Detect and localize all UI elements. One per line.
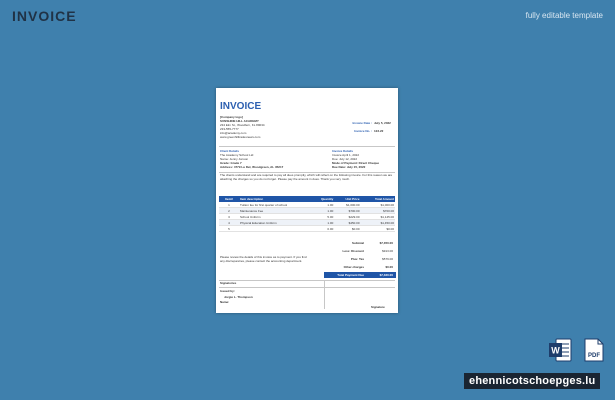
table-cell: $229.00 [334, 214, 360, 220]
col-header: Item# [219, 196, 239, 202]
table-cell: 1 [219, 202, 239, 208]
issued-by-label: Issued by: [220, 289, 235, 293]
table-cell: $1,000.00 [361, 202, 395, 208]
subtotal-label: Subtotal [352, 241, 364, 245]
table-cell: 1.00 [311, 202, 334, 208]
table-cell: School Uniform [239, 214, 311, 220]
client-line: Address: 4779 Lu Del, Woodgreen, AL 35217 [220, 165, 284, 169]
subtotal-value: $7,350.00 [379, 241, 393, 245]
invoice-date-value: July 5, 2022 [374, 121, 391, 125]
other-charges-label: Other charges [343, 265, 364, 269]
col-header: Item description [239, 196, 311, 202]
table-cell: 5 [219, 226, 239, 232]
col-header: Total Amount [361, 196, 395, 202]
table-cell: 5.00 [311, 214, 334, 220]
tax-value: $579.00 [382, 257, 393, 261]
table-cell: $700.00 [334, 208, 360, 214]
signatories-label: Signatories [220, 281, 237, 285]
table-cell: $1,000.00 [334, 202, 360, 208]
invoice-title: INVOICE [220, 101, 262, 112]
company-line: SUNSHINE HILL ACADEMY [220, 119, 259, 123]
company-logo-label: [Company logo] [220, 115, 243, 119]
discount-value: $913.00 [382, 249, 393, 253]
client-heading: Client Details [220, 149, 240, 153]
invoice-date-label: Invoice Date : [352, 121, 372, 125]
client-line: Grade: Grade 7 [220, 161, 242, 165]
table-cell: $0.00 [361, 226, 395, 232]
discount-label: Less: Discount [342, 249, 364, 253]
client-details [220, 149, 320, 169]
website-label[interactable]: ehennicotschoepges.lu [464, 373, 600, 389]
table-cell: $0.00 [334, 226, 360, 232]
issuer-name: Jorgie L. Thompson [224, 295, 253, 299]
col-header: Unit Price [334, 196, 360, 202]
table-cell: $450.00 [334, 220, 360, 226]
invoice-details-heading: Invoice Details [332, 149, 354, 153]
table-cell: 1.00 [311, 208, 334, 214]
word-icon[interactable] [548, 338, 572, 362]
page-title: INVOICE [12, 8, 77, 24]
tax-label: Plus: Tax [350, 257, 364, 261]
company-line: www.greenhilltradesnews.com [220, 135, 261, 139]
signature-label: Signature [371, 305, 385, 309]
invoice-details-line: Invoice April 1, 2022 [332, 153, 360, 157]
col-header: Quantity [311, 196, 334, 202]
invoice-details-line: Mode of Payment: Direct Cheque [332, 161, 380, 165]
invoice-no-value: 123-22 [374, 129, 384, 133]
total-due-label: Total Payment Due [337, 273, 364, 277]
client-line: Name: Jenny Jonson [220, 157, 249, 161]
table-cell: 2 [219, 208, 239, 214]
company-line: info@academy.com [220, 131, 247, 135]
table-cell: 4 [219, 220, 239, 226]
table-cell: 0.00 [311, 226, 334, 232]
invoice-details-line: Due Date: July 15, 2022 [332, 165, 366, 169]
items-table [219, 196, 395, 232]
footer-note: Please review the details of this invoice as to payment. If you find any discrepancies, please contact the accounting department. [220, 255, 307, 263]
company-line: 233-555-7777 [220, 127, 239, 131]
invoice-details [332, 149, 394, 169]
table-cell: Maintenance Fee [239, 208, 311, 214]
client-line: The Academy School Ltd [220, 153, 254, 157]
pdf-icon[interactable] [583, 338, 605, 362]
page-subtitle: fully editable template [525, 11, 603, 20]
company-block [220, 115, 265, 139]
table-cell: $1,145.00 [361, 214, 395, 220]
table-cell: $1,450.00 [361, 220, 395, 226]
invoice-details-line: Due: July 12, 2022 [332, 157, 358, 161]
table-cell: Physical Education Uniform [239, 220, 311, 226]
table-cell: 3 [219, 214, 239, 220]
invoice-no-label: Invoice No. : [354, 129, 372, 133]
name-label: Name: [220, 300, 230, 304]
table-cell: $700.00 [361, 208, 395, 214]
table-row [219, 226, 395, 232]
other-charges-value: $0.00 [385, 265, 393, 269]
svg-text:W: W [551, 345, 560, 356]
invoice-document-preview[interactable] [216, 88, 398, 313]
table-cell [239, 226, 311, 232]
company-line: 234 Elm St., Woodfern, KL 89034 [220, 123, 265, 127]
pdf-icon-label: PDF [588, 353, 600, 359]
invoice-note: The clients understand and are required to pay all dues promptly, which will reflect on the following invoice. For this reason we are attaching the charges so you do not forget. Please pay the amount in dues. Thank you very much. [220, 173, 393, 181]
table-cell: 1.00 [311, 220, 334, 226]
total-due-value: $7,320.00 [379, 273, 393, 277]
table-cell: Tuition fee for first quarter of school [239, 202, 311, 208]
